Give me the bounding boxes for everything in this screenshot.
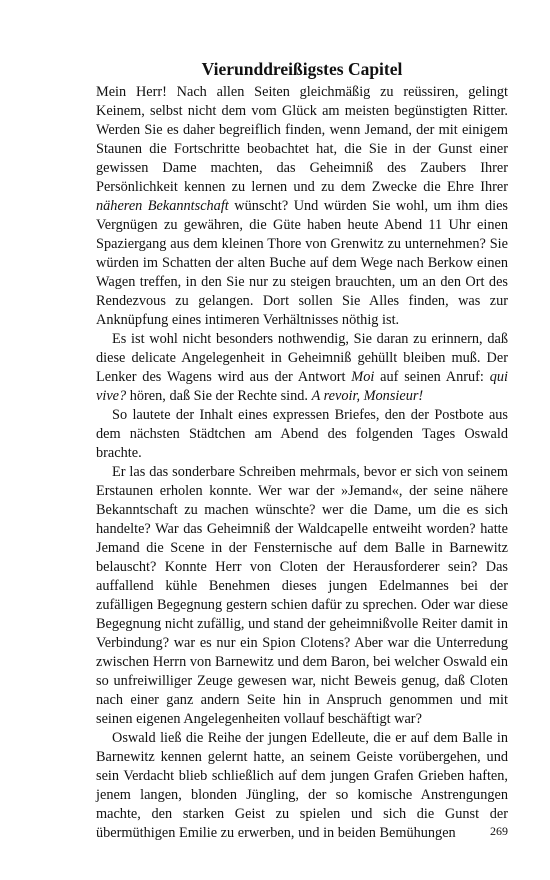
paragraph (96, 406, 508, 463)
paragraph-text: Mein Herr! Nach allen Seiten gleichmäßig zu reüssiren, gelingt Keinem, selbst nicht dem vom Glück am meisten begünstigten Ritter. Werden Sie es daher begreiflich finden, wenn Jemand, der mit einigem Staunen die Fortschritte beobachtet hat, die Sie in der Gunst einer gewissen Dame machten, das Geheimniß des Zaubers Ihrer Persönlichkeit kennen zu lernen und zu dem Zwecke die Ehre Ihrer (96, 84, 508, 195)
italic-text: qui vive? (96, 369, 508, 404)
body-text (96, 83, 508, 843)
paragraph-text: wünscht? Und würden Sie wohl, um ihm dies Vergnügen zu gewähren, die Güte haben heute Abend 11 Uhr einen Spaziergang aus dem kleinen Thore von Grenwitz zu unternehmen? Sie würden im Schatten der alten Buche auf dem Wege nach Berkow einen Wagen treffen, in den Sie nur zu steigen brauchten, um an den Ort des Rendezvous zu gelangen. Dort sollen Sie Alles finden, was zur Anknüpfung eines intimeren Verhältnisses nöthig ist. (96, 198, 508, 328)
paragraph (96, 463, 508, 729)
paragraph-text: So lautete der Inhalt eines expressen Briefes, den der Postbote aus dem nächsten Städtchen am Abend des folgenden Tages Oswald brachte. (96, 407, 508, 461)
chapter-title: Vierunddreißigstes Capitel (201, 59, 403, 79)
page-number: 269 (490, 824, 508, 838)
paragraph-text: hören, daß Sie der Rechte sind. (126, 388, 312, 404)
paragraph-text: auf seinen Anruf: (374, 369, 490, 385)
paragraph (96, 83, 508, 330)
paragraph-text: Er las das sonderbare Schreiben mehrmals, bevor er sich von seinem Erstaunen erholen konnte. Wer war der »Jemand«, der seine nähere Bekanntschaft zu machen wünschte? wer die Dame, um die es sich handelte? War das Geheimniß der Waldcapelle entweiht worden? hatte Jemand die Scene in der Fensternische auf dem Balle in Barnewitz belauscht? Konnte Herr von Cloten der Herausforderer sein? Das auffallend kühle Benehmen dieses jungen Edelmannes bei der zufälligen Begegnung gestern schien dafür zu sprechen. Oder war diese Begegnung nicht zufällig, und stand der geheimnißvolle Reiter damit in Verbindung? war es nur ein Spion Clotens? Aber war die Unterredung zwischen Herrn von Barnewitz und dem Baron, bei welcher Oswald ein so unfreiwilliger Zeuge gewesen war, nicht Beweis genug, daß Cloten nach einer ganz andern Seite hin in Anspruch genommen und mit seinen eigenen Angelegenheiten vollauf beschäftigt war? (96, 464, 508, 727)
italic-text: A revoir, Monsieur! (311, 388, 424, 404)
book-page (96, 58, 508, 843)
italic-text: näheren Bekanntschaft (96, 198, 229, 214)
italic-text: Moi (351, 369, 375, 385)
paragraph (96, 729, 508, 843)
paragraph-text: Es ist wohl nicht besonders nothwendig, Sie daran zu erinnern, daß diese delicate Angelegenheit in Geheimniß gehüllt bleiben muß. Der Lenker des Wagens wird aus der Antwort (96, 331, 508, 385)
paragraph-text: Oswald ließ die Reihe der jungen Edelleute, die er auf dem Balle in Barnewitz kennen gelernt hatte, an seinem Geiste vorübergehen, und sein Verdacht blieb schließlich auf dem jungen Grafen Grieben haften, jenem langen, blonden Jüngling, der so komische Anstrengungen machte, den starken Geist zu spielen und sich die Gunst der übermüthigen Emilie zu erwerben, und in beiden Bemühungen (96, 730, 508, 841)
paragraph (96, 330, 508, 406)
